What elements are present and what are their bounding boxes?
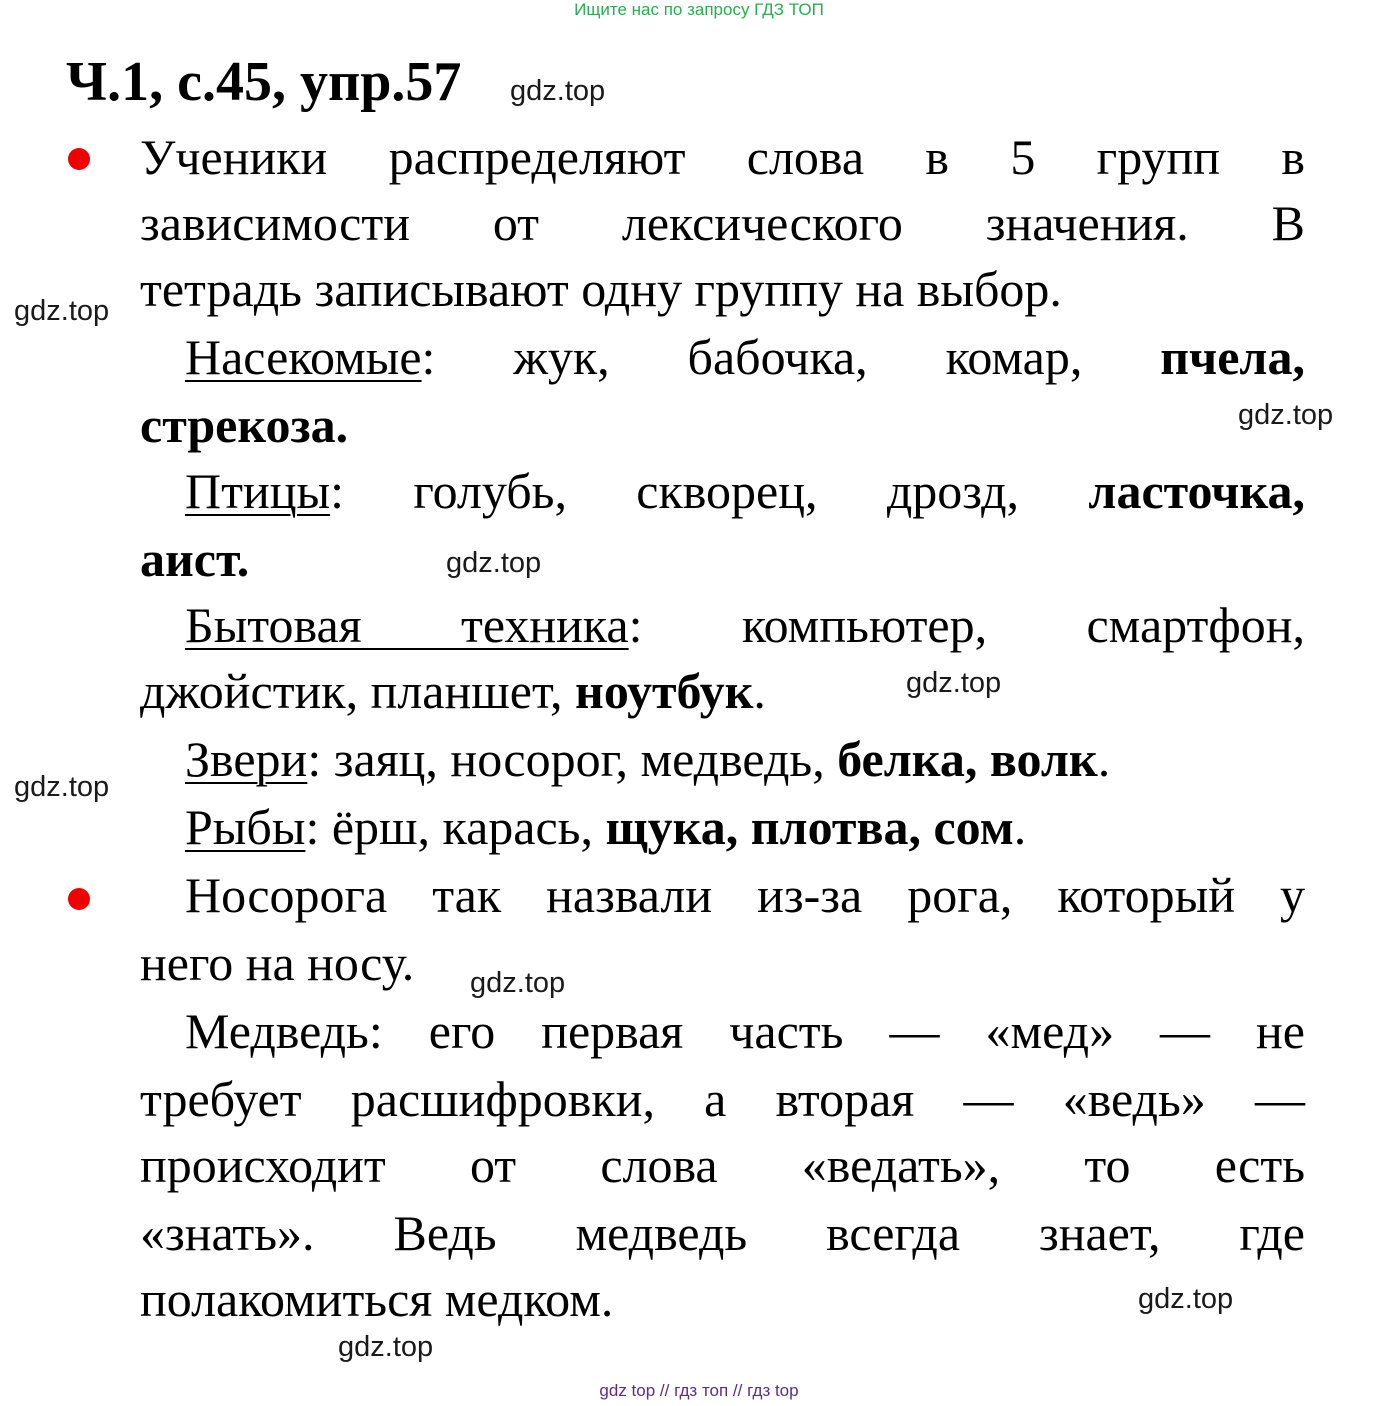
highlighted-words: ласточка, — [1088, 463, 1305, 519]
group-fish-line: Рыбы: ёрш, карась, щука, плотва, сом. — [185, 799, 1027, 855]
watermark: gdz.top — [446, 547, 542, 579]
bullet-marker — [68, 148, 90, 170]
highlighted-words: ноутбук — [575, 663, 754, 719]
top-search-note: Ищите нас по запросу ГДЗ ТОП — [574, 0, 824, 19]
highlighted-words: щука, плотва, сом — [605, 799, 1014, 855]
group-birds-line: Птицы: голубь, скворец, дрозд, ласточка, — [185, 463, 1305, 519]
group-label: Рыбы — [185, 799, 306, 855]
group-appliances-line-2: джойстик, планшет, ноутбук. — [140, 663, 766, 719]
group-label: Бытовая техника — [185, 597, 629, 653]
text-line: тетрадь записывают одну группу на выбор. — [140, 261, 1062, 317]
watermark: gdz.top — [470, 967, 566, 999]
text-line: него на носу. — [140, 935, 415, 991]
watermark: gdz.top — [510, 75, 606, 107]
group-insects-line: Насекомые: жук, бабочка, комар, пчела, — [185, 329, 1305, 385]
watermark: gdz.top — [1138, 1283, 1234, 1315]
watermark: gdz.top — [1238, 399, 1334, 431]
bullet-marker — [68, 888, 90, 910]
highlighted-words: аист. — [140, 531, 250, 587]
text-line: требует расшифровки, а вторая — «ведь» — — [140, 1071, 1305, 1127]
group-label: Звери — [185, 731, 308, 787]
watermark: gdz.top — [906, 667, 1002, 699]
text-line: Носорога так назвали из-за рога, который у — [185, 867, 1305, 923]
watermark: gdz.top — [14, 295, 110, 327]
highlighted-words: пчела, — [1160, 329, 1305, 385]
highlighted-words: белка, волк — [837, 731, 1098, 787]
text-line: Ученики распределяют слова в 5 групп в — [140, 129, 1305, 185]
text-line: Медведь: его первая часть — «мед» — не — [185, 1003, 1305, 1059]
page-title: Ч.1, с.45, упр.57 — [66, 51, 462, 113]
group-appliances-line: Бытовая техника: компьютер, смартфон, — [185, 597, 1305, 653]
watermark: gdz.top — [338, 1331, 434, 1363]
text-line: зависимости от лексического значения. В — [140, 195, 1305, 251]
watermark: gdz.top — [14, 771, 110, 803]
text-line: полакомиться медком. — [140, 1271, 614, 1327]
bottom-links-note: gdz top // гдз топ // гдз top — [599, 1381, 799, 1400]
highlighted-words: стрекоза. — [140, 397, 349, 453]
group-beasts-line: Звери: заяц, носорог, медведь, белка, волк. — [185, 731, 1111, 787]
group-label: Насекомые — [185, 329, 422, 385]
group-label: Птицы — [185, 463, 331, 519]
text-line: происходит от слова «ведать», то есть — [140, 1137, 1305, 1193]
text-line: «знать». Ведь медведь всегда знает, где — [140, 1205, 1305, 1261]
